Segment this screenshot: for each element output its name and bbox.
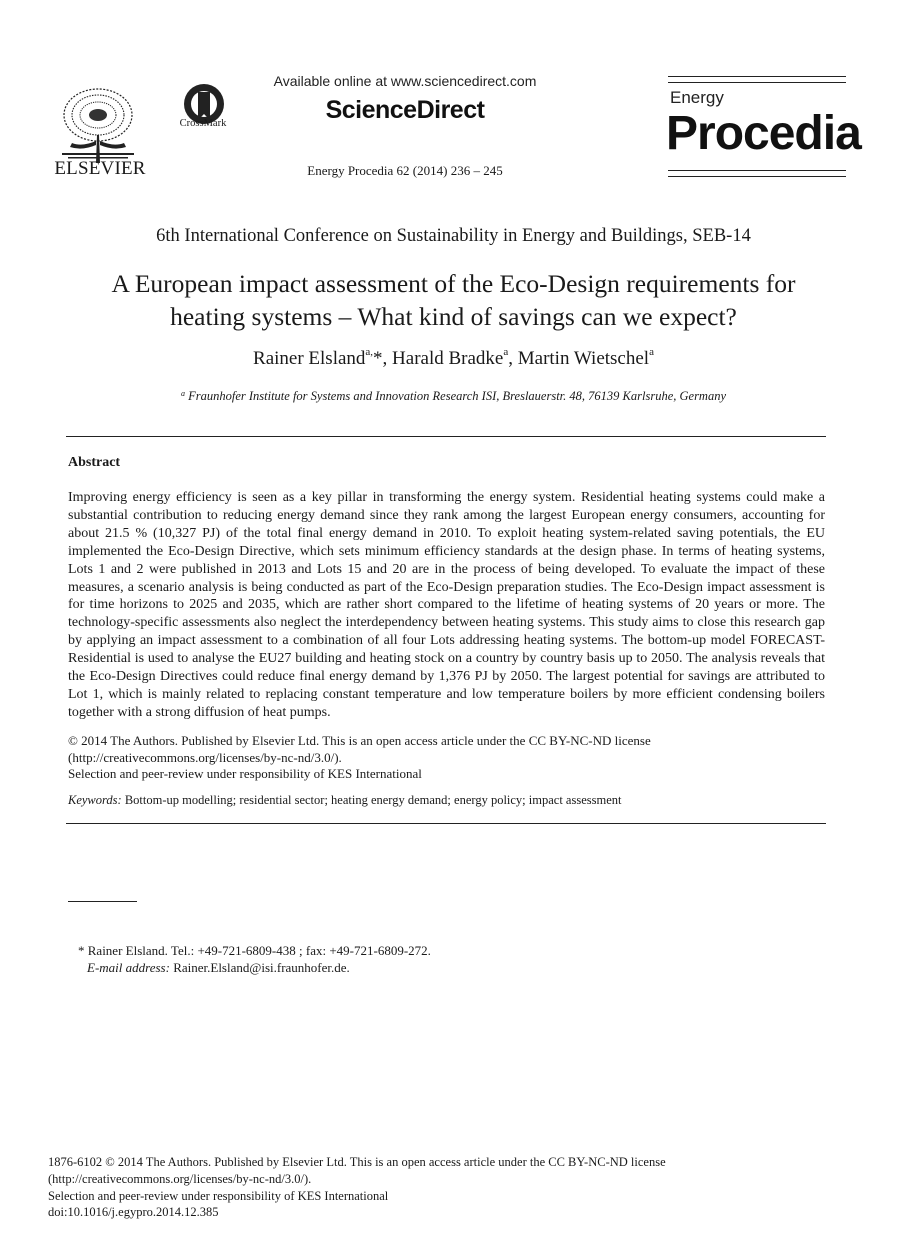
title-line-2: heating systems – What kind of savings can we expect?	[170, 302, 737, 331]
procedia-logo-energy: Energy	[670, 88, 724, 107]
procedia-bottom-rule	[668, 170, 846, 177]
available-online-text: Available online at www.sciencedirect.com	[273, 73, 537, 89]
procedia-top-rule	[668, 76, 846, 83]
publisher-name: ELSEVIER	[54, 158, 146, 179]
issn-copyright-line: 1876-6102 © 2014 The Authors. Published by Elsevier Ltd. This is an open access article under the CC BY-NC-ND license	[48, 1155, 666, 1169]
license-link[interactable]: http://creativecommons.org/licenses/by-nc-nd/3.0/	[52, 1171, 304, 1186]
corresponding-author-footnote	[78, 942, 798, 976]
divider-top	[66, 436, 826, 437]
license-line	[48, 1171, 848, 1188]
footnote-email-line	[78, 959, 798, 976]
author-list	[60, 348, 847, 370]
title-line-1: A European impact assessment of the Eco-Design requirements for	[111, 269, 796, 298]
procedia-logo-word: Procedia	[666, 107, 861, 160]
corresponding-mark: *	[373, 348, 383, 369]
copyright-line: © 2014 The Authors. Published by Elsevier Ltd. This is an open access article under the CC BY-NC-ND license	[68, 733, 651, 748]
author-name: Martin Wietschel	[517, 348, 650, 369]
author-name: Harald Bradke	[392, 348, 504, 369]
doi[interactable]: doi:10.1016/j.egypro.2014.12.385	[48, 1205, 219, 1220]
affiliation-text: Fraunhofer Institute for Systems and Innovation Research ISI, Breslauerstr. 48, 76139 Karlsruhe, Germany	[184, 389, 727, 403]
email-label: E-mail address:	[87, 960, 170, 975]
affiliation-mark: a	[180, 389, 185, 398]
email-address[interactable]: Rainer.Elsland@isi.fraunhofer.de.	[169, 960, 350, 975]
journal-reference: Energy Procedia 62 (2014) 236 – 245	[307, 163, 503, 178]
sciencedirect-logo: ScienceDirect	[325, 96, 485, 124]
publication-meta	[48, 1154, 848, 1221]
divider-bottom	[66, 823, 826, 824]
author-name: Rainer Elsland	[253, 348, 366, 369]
license-line	[68, 750, 825, 767]
keywords-text: Bottom-up modelling; residential sector; heating energy demand; energy policy; impact assessment	[121, 793, 622, 807]
author-separator: ,	[508, 348, 518, 369]
author-separator: ,	[382, 348, 393, 369]
crossmark-label: CrossMark	[179, 118, 227, 129]
affiliation	[60, 389, 847, 404]
paren: ).	[303, 1171, 312, 1186]
abstract-heading: Abstract	[68, 455, 121, 470]
peer-review-line: Selection and peer-review under responsibility of KES International	[48, 1188, 389, 1203]
peer-review-line: Selection and peer-review under responsibility of KES International	[68, 766, 422, 781]
conference-name: 6th International Conference on Sustainability in Energy and Buildings, SEB-14	[156, 226, 751, 246]
keywords-label: Keywords:	[68, 793, 122, 807]
paren: ).	[334, 749, 342, 765]
author-affiliation-mark: a	[503, 346, 509, 358]
author-affiliation-mark: a,	[365, 346, 374, 358]
keywords	[68, 793, 825, 808]
paper-title	[60, 267, 847, 333]
license-link[interactable]: http://creativecommons.org/licenses/by-nc-nd/3.0/	[72, 749, 335, 765]
footnote-rule	[68, 901, 137, 902]
footnote-contact: * Rainer Elsland. Tel.: +49-721-6809-438 ; fax: +49-721-6809-272.	[78, 943, 431, 958]
copyright-notice	[68, 733, 825, 783]
abstract-text: Improving energy efficiency is seen as a key pillar in transforming the energy system. Residential heating systems could make a substantial contribution to reducing energy demand since they rank among the largest European energy consumers, accounting for about 21.5 % (10,327 PJ) of the total final energy demand in 2010. To exploit heating system-related saving potentials, the EU implemented the Eco-Design Directive, which sets minimum efficiency standards at the design phase. In terms of heating systems, Lots 1 and 2 were published in 2013 and Lots 15 and 20 are in the process of being developed. To evaluate the impact of these measures, a scenario analysis is being conducted as part of the Eco-Design preparation studies. The Eco-Design impact assessment is for time horizons to 2025 and 2035, which are rather short compared to the lifetime of heating systems of 20 years or more. The technology-specific assessments also neglect the interdependency between heating systems. This study aims to close this research gap by applying an impact assessment to a combination of all four Lots addressing heating systems. The bottom-up model FORECAST-Residential is used to analyse the EU27 building and heating stock on a country by country basis up to 2050. The analysis reveals that the Eco-Design Directives could reduce final energy demand by 1,376 PJ by 2050. The largest potential for savings are attributed to Lot 1, which is mainly related to replacing constant temperature and low temperature boilers by more efficient condensing boilers together with a strong diffusion of heat pumps.	[68, 490, 825, 720]
paren: (	[68, 749, 73, 765]
author-affiliation-mark: a	[649, 346, 654, 358]
paren: (	[48, 1171, 53, 1186]
